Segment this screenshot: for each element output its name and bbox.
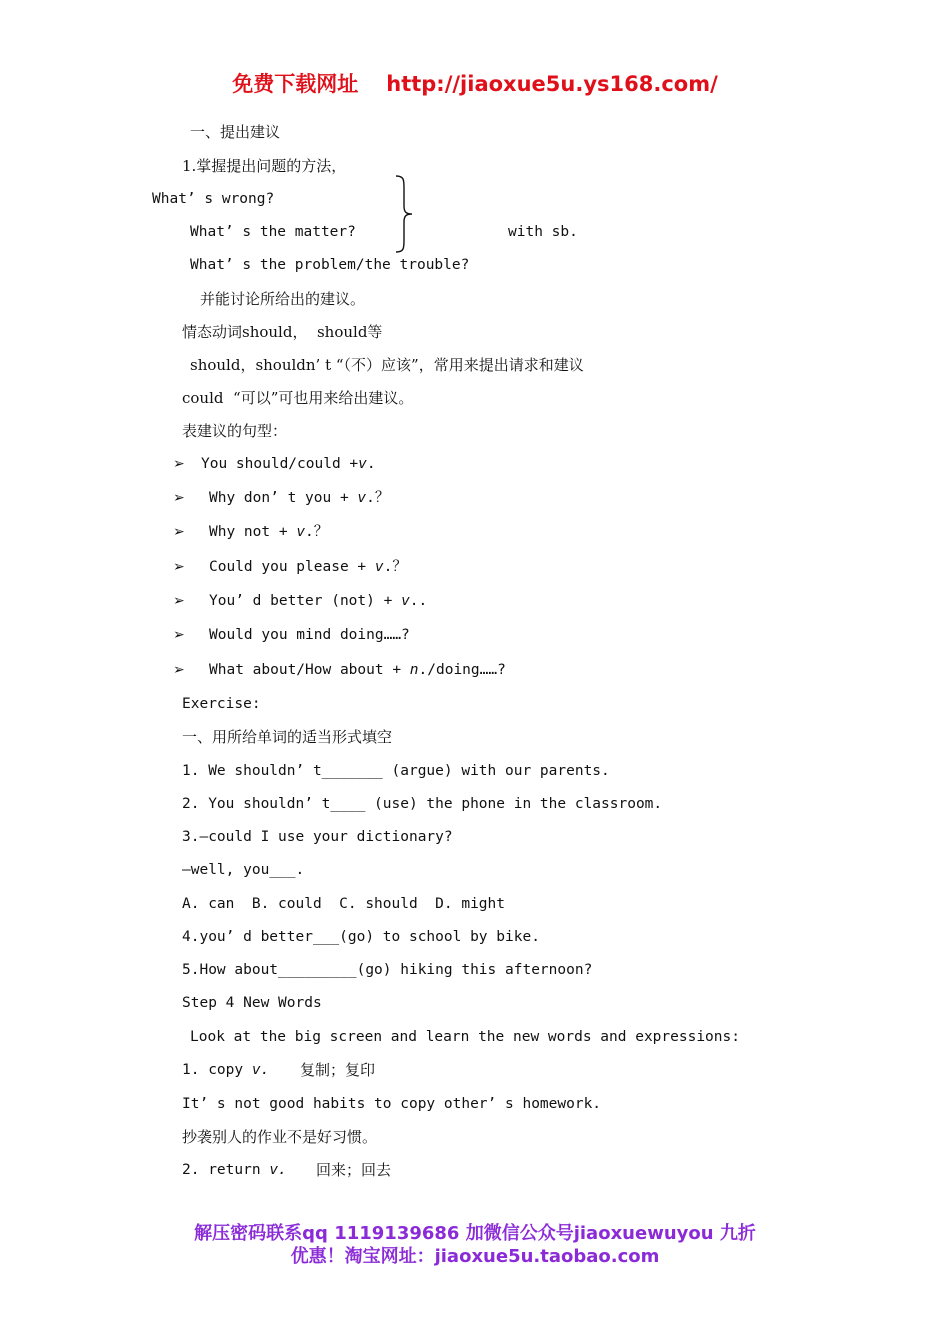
word-2: 2. return v.	[182, 1162, 287, 1178]
exercise-3-options: A. can B. could C. should D. might	[182, 896, 506, 912]
should-line: should，shouldn’ t “（不）应该”，常用来提出请求和建议	[190, 356, 584, 374]
discuss-text: 并能讨论所给出的建议。	[200, 290, 366, 308]
pattern-item: Why not + v.？	[209, 524, 329, 540]
pattern-item: Could you please + v.？	[209, 559, 407, 575]
word-1-meaning: 复制；复印	[300, 1061, 376, 1079]
exercise-label: Exercise:	[182, 696, 261, 712]
bullet-arrow-icon: ➢	[173, 627, 185, 643]
question-2: What’ s the matter?	[190, 224, 356, 240]
curly-brace	[394, 174, 416, 254]
word-1: 1. copy v.	[182, 1062, 270, 1078]
exercise-heading: 一、用所给单词的适当形式填空	[182, 728, 393, 746]
exercise-5: 5.How about_________(go) hiking this afternoon?	[182, 962, 593, 978]
modal-intro: 情态动词should， should等	[182, 323, 383, 341]
exercise-4: 4.you’ d better___(go) to school by bike.	[182, 929, 540, 945]
page-header	[0, 68, 950, 98]
bullet-arrow-icon: ➢	[173, 662, 185, 678]
patterns-label: 表建议的句型：	[182, 422, 288, 440]
header-title: 免费下载网址	[232, 72, 359, 96]
section-heading: 一、提出建议	[190, 123, 281, 141]
bullet-arrow-icon: ➢	[173, 456, 185, 472]
bullet-arrow-icon: ➢	[173, 524, 185, 540]
example-1: It’ s not good habits to copy other’ s homework.	[182, 1096, 602, 1112]
exercise-1: 1. We shouldn’ t_______ (argue) with our parents.	[182, 763, 610, 779]
pattern-item: Would you mind doing……?	[209, 627, 410, 643]
could-line: could “可以”可也用来给出建议。	[182, 389, 414, 407]
bullet-arrow-icon: ➢	[173, 593, 185, 609]
exercise-2: 2. You shouldn’ t____ (use) the phone in the classroom.	[182, 796, 663, 812]
step-4-heading: Step 4 New Words	[182, 995, 322, 1011]
exercise-3: 3.—could I use your dictionary?	[182, 829, 453, 845]
footer-line-2: 优惠！淘宝网址：jiaoxue5u.taobao.com	[290, 1246, 660, 1267]
header-url[interactable]: http://jiaoxue5u.ys168.com/	[386, 72, 718, 96]
example-1-translation: 抄袭别人的作业不是好习惯。	[182, 1128, 378, 1146]
pattern-item: You should/could +v.	[201, 456, 376, 472]
pattern-item: You’ d better (not) + v..	[209, 593, 428, 609]
point-1: 1.掌握提出问题的方法，	[182, 157, 347, 175]
bullet-arrow-icon: ➢	[173, 559, 185, 575]
word-2-meaning: 回来；回去	[316, 1161, 392, 1179]
look-instruction: Look at the big screen and learn the new words and expressions:	[190, 1029, 740, 1045]
question-3: What’ s the problem/the trouble?	[190, 257, 470, 273]
with-sb: with sb.	[508, 224, 578, 240]
bullet-arrow-icon: ➢	[173, 490, 185, 506]
pattern-item: Why don’ t you + v.？	[209, 490, 390, 506]
question-1: What’ s wrong?	[152, 191, 275, 207]
exercise-3-answer: —well, you___.	[182, 862, 305, 878]
pattern-item: What about/How about + n./doing……?	[209, 662, 506, 678]
footer-line-1: 解压密码联系qq 1119139686 加微信公众号jiaoxuewuyou 九折	[194, 1223, 756, 1244]
